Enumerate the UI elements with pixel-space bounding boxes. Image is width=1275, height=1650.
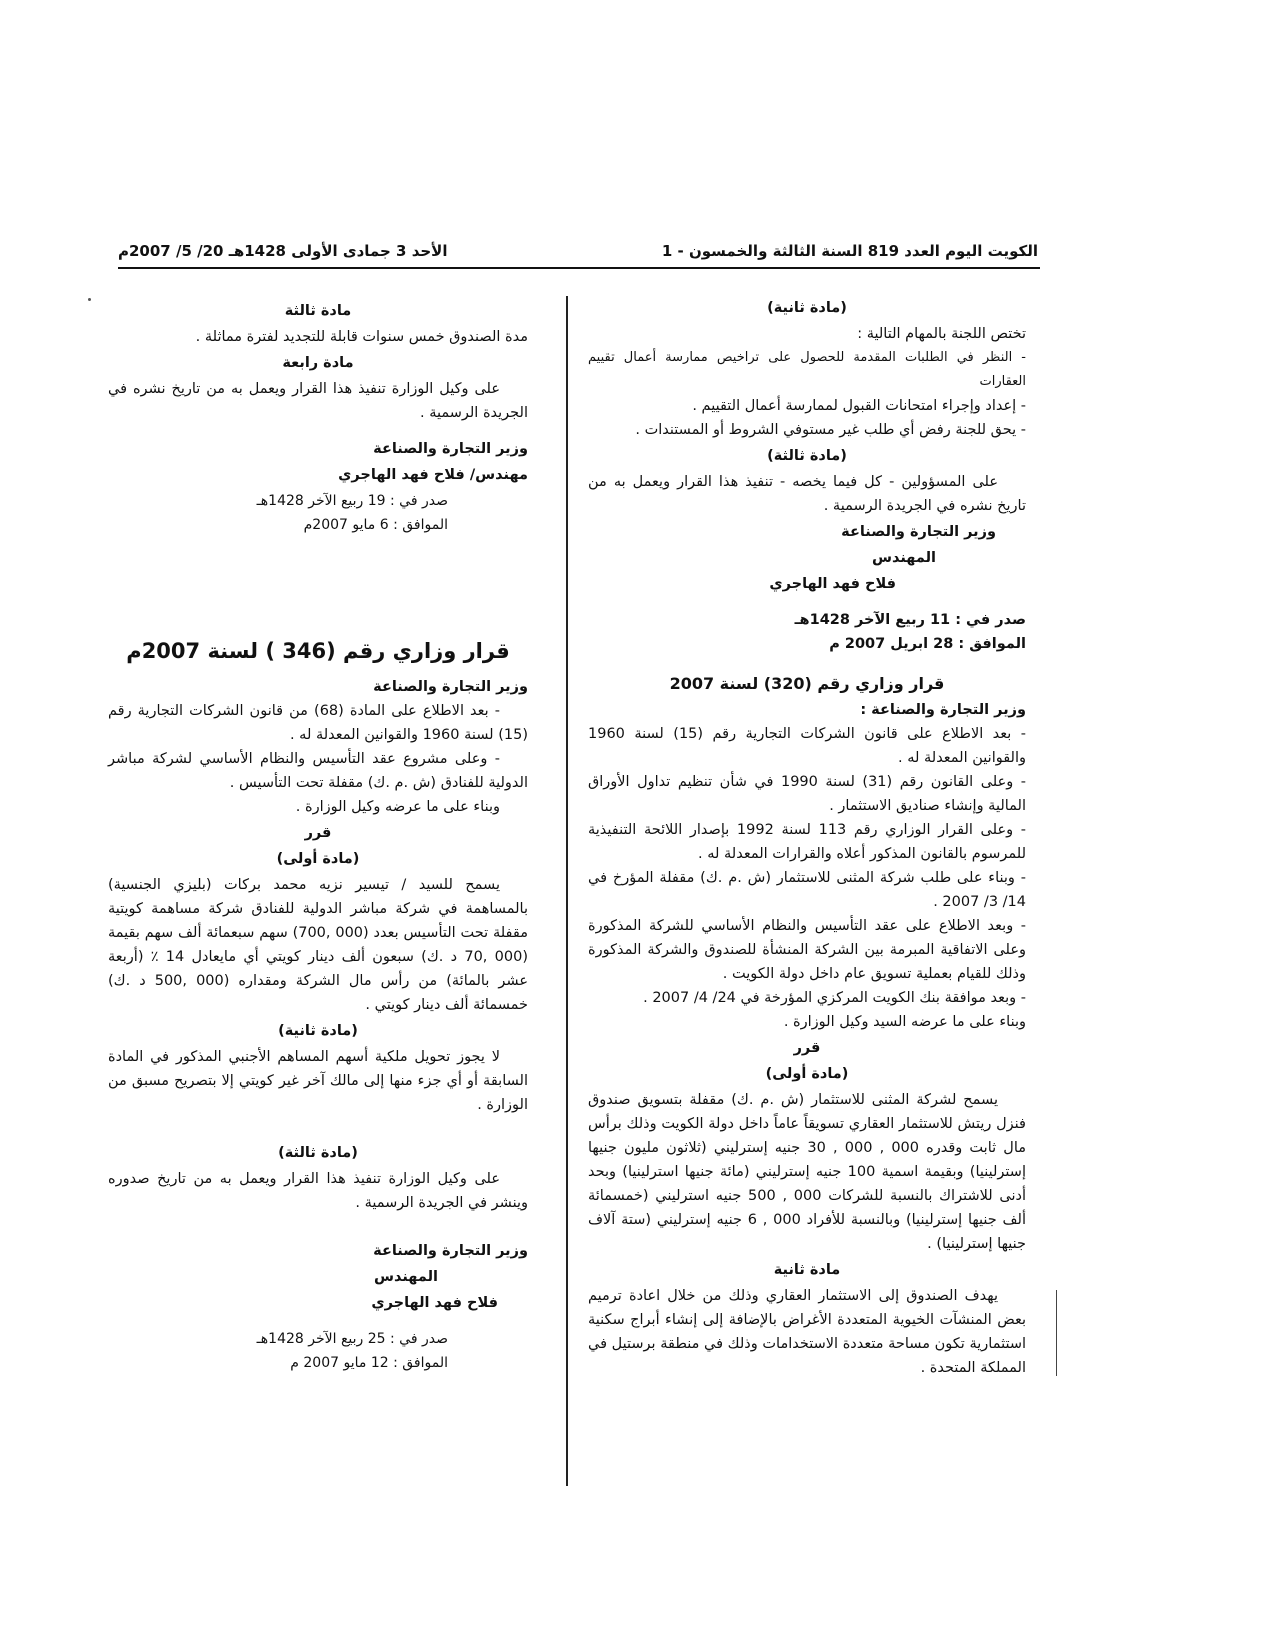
article-text: على وكيل الوزارة تنفيذ هذا القرار ويعمل به من تاريخ صدوره وينشر في الجريدة الرسمية .	[108, 1171, 528, 1211]
preamble-item: - وعلى مشروع عقد التأسيس والنظام الأساسي لشركة مباشر الدولية للفنادق (ش .م .ك) مقفلة تحت التأسيس .	[108, 751, 528, 791]
decree-title: قرار وزاري رقم (346 ) لسنة 2007م	[126, 639, 510, 663]
article-text: يسمح لشركة المثنى للاستثمار (ش .م .ك) مقفلة بتسويق صندوق فنزل ريتش للاستثمار العقاري تسويقاً عاماً داخل دولة الكويت وذلك برأس مال ثابت وقدره 000 , 000 , 30 جنيه إسترليني (ثلاثون مليون جنيها إسترلينيا) وبقيمة اسمية 100 جنيه إسترليني (مائة جنيها استرلينيا) وبحد أدنى للاشتراك بالنسبة للشركات 000 , 500 جنيه استرليني (خمسمائة ألف جنيها إسترلينيا) وبالنسبة للأفراد 000 , 6 جنيه إسترليني (ستة آلاف جنيها إسترلينيا) .	[588, 1092, 1027, 1252]
corresponding-date: الموافق : 12 مايو 2007 م	[290, 1355, 448, 1371]
article-text: على وكيل الوزارة تنفيذ هذا القرار ويعمل به من تاريخ نشره في الجريدة الرسمية .	[108, 381, 528, 421]
signature-title: وزير التجارة والصناعة	[373, 441, 528, 457]
corresponding-date: الموافق : 6 مايو 2007م	[303, 517, 448, 533]
signature-role: المهندس	[871, 550, 936, 566]
article-heading: مادة ثالثة	[284, 303, 352, 319]
preamble-item: - بعد الاطلاع على المادة (68) من قانون الشركات التجارية رقم (15) لسنة 1960 والقوانين المعدلة له .	[108, 703, 528, 743]
paragraph: على المسؤولين - كل فيما يخصه - تنفيذ هذا القرار ويعمل به من تاريخ نشره في الجريدة الرسمية .	[588, 474, 1026, 514]
article-heading: (مادة أولى)	[765, 1066, 849, 1082]
header-date: الأحد 3 جمادى الأولى 1428هـ 20/ 5/ 2007م	[118, 242, 448, 260]
article-heading: مادة رابعة	[282, 355, 354, 371]
margin-mark	[1056, 1290, 1057, 1376]
article-heading: مادة ثانية	[773, 1262, 841, 1278]
preamble-item: - وعلى القرار الوزاري رقم 113 لسنة 1992 بإصدار اللائحة التنفيذية للمرسوم بالقانون المذكور أعلاه والقرارات المعدلة له .	[588, 822, 1026, 862]
decree-title: قرار وزاري رقم (320) لسنة 2007	[669, 674, 945, 693]
preamble-item: - بعد الاطلاع على قانون الشركات التجارية رقم (15) لسنة 1960 والقوانين المعدلة له .	[588, 726, 1026, 766]
preamble-item: - وبناء على طلب شركة المثنى للاستثمار (ش .م .ك) مقفلة المؤرخ في 14/ 3/ 2007 .	[588, 870, 1026, 910]
article-text: لا يجوز تحويل ملكية أسهم المساهم الأجنبي المذكور في المادة السابقة أو أي جزء منها إلى مالك آخر غير كويتي إلا بتصريح مسبق من الوزارة .	[108, 1049, 528, 1113]
scan-speck	[88, 298, 91, 301]
preamble-item: - وبعد موافقة بنك الكويت المركزي المؤرخة في 24/ 4/ 2007 .	[643, 990, 1026, 1006]
issue-date: صدر في : 25 ربيع الآخر 1428هـ	[256, 1331, 448, 1347]
paragraph: تختص اللجنة بالمهام التالية :	[857, 326, 1026, 342]
issue-date: صدر في : 11 ربيع الآخر 1428هـ	[794, 612, 1026, 628]
preamble-item: - وعلى القانون رقم (31) لسنة 1990 في شأن تنظيم تداول الأوراق المالية وإنشاء صناديق الاستثمار .	[588, 774, 1026, 814]
article-text: يسمح للسيد / تيسير نزيه محمد بركات (بليزي الجنسية) بالمساهمة في شركة مباشر الدولية للفنادق شركة مساهمة كويتية مقفلة تحت التأسيس بعدد (000 ,700) سهم سبعمائة ألف سهم بقيمة (000 ,70 د .ك) سبعون ألف دينار كويتي أي مايعادل 14 ٪ (أربعة عشر بالمائة) من رأس مال الشركة ومقداره (000 ,500 د .ك) خمسمائة ألف دينار كويتي .	[108, 877, 529, 1013]
article-heading: (مادة ثانية)	[278, 1023, 358, 1039]
article-heading: (مادة ثالثة)	[767, 448, 847, 464]
article-heading: (مادة أولى)	[276, 851, 360, 867]
list-item: - النظر في الطلبات المقدمة للحصول على تراخيص ممارسة أعمال تقييم العقارات	[588, 350, 1026, 389]
preamble-item: وبناء على ما عرضه وكيل الوزارة .	[295, 799, 500, 815]
list-item: - يحق للجنة رفض أي طلب غير مستوفي الشروط أو المستندات .	[635, 422, 1026, 438]
signature-name: فلاح فهد الهاجري	[769, 576, 896, 592]
decree-minister: وزير التجارة والصناعة :	[860, 702, 1026, 718]
article-heading: (مادة ثالثة)	[278, 1145, 358, 1161]
article-text: مدة الصندوق خمس سنوات قابلة للتجديد لفترة مماثلة .	[195, 329, 528, 345]
article-heading: (مادة ثانية)	[767, 300, 847, 316]
left-column	[108, 297, 528, 1375]
corresponding-date: الموافق : 28 ابريل 2007 م	[829, 636, 1026, 652]
signature-name: مهندس/ فلاح فهد الهاجري	[338, 467, 528, 483]
right-column	[588, 294, 1026, 1380]
decided-heading: قرر	[304, 825, 332, 841]
column-divider	[566, 296, 568, 1486]
article-text: يهدف الصندوق إلى الاستثمار العقاري وذلك من خلال اعادة ترميم بعض المنشآت الخيوية المتعددة الأغراض بالإضافة إلى إنشاء أبراج سكنية استثمارية تكون مساحة متعددة الاستخدامات وذلك في منطقة برستيل في المملكة المتحدة .	[588, 1288, 1026, 1376]
header-rule	[118, 267, 1040, 269]
signature-name: فلاح فهد الهاجري	[371, 1295, 498, 1311]
header-issue-info: الكويت اليوم العدد 819 السنة الثالثة والخمسون - 1	[661, 242, 1038, 260]
page-header	[118, 238, 1038, 264]
preamble-item: - وبعد الاطلاع على عقد التأسيس والنظام الأساسي للشركة المذكورة وعلى الاتفاقية المبرمة بين الشركة المنشأة للصندوق والشركة المذكورة وذلك للقيام بعملية تسويق عام داخل دولة الكويت .	[588, 918, 1026, 982]
decree-minister: وزير التجارة والصناعة	[373, 679, 528, 695]
preamble-item: وبناء على ما عرضه السيد وكيل الوزارة .	[783, 1014, 1026, 1030]
decided-heading: قرر	[793, 1040, 821, 1056]
signature-title: وزير التجارة والصناعة	[373, 1243, 528, 1259]
issue-date: صدر في : 19 ربيع الآخر 1428هـ	[256, 493, 448, 509]
list-item: - إعداد وإجراء امتحانات القبول لممارسة أعمال التقييم .	[692, 398, 1026, 414]
signature-title: وزير التجارة والصناعة	[841, 524, 996, 540]
signature-role: المهندس	[373, 1269, 438, 1285]
